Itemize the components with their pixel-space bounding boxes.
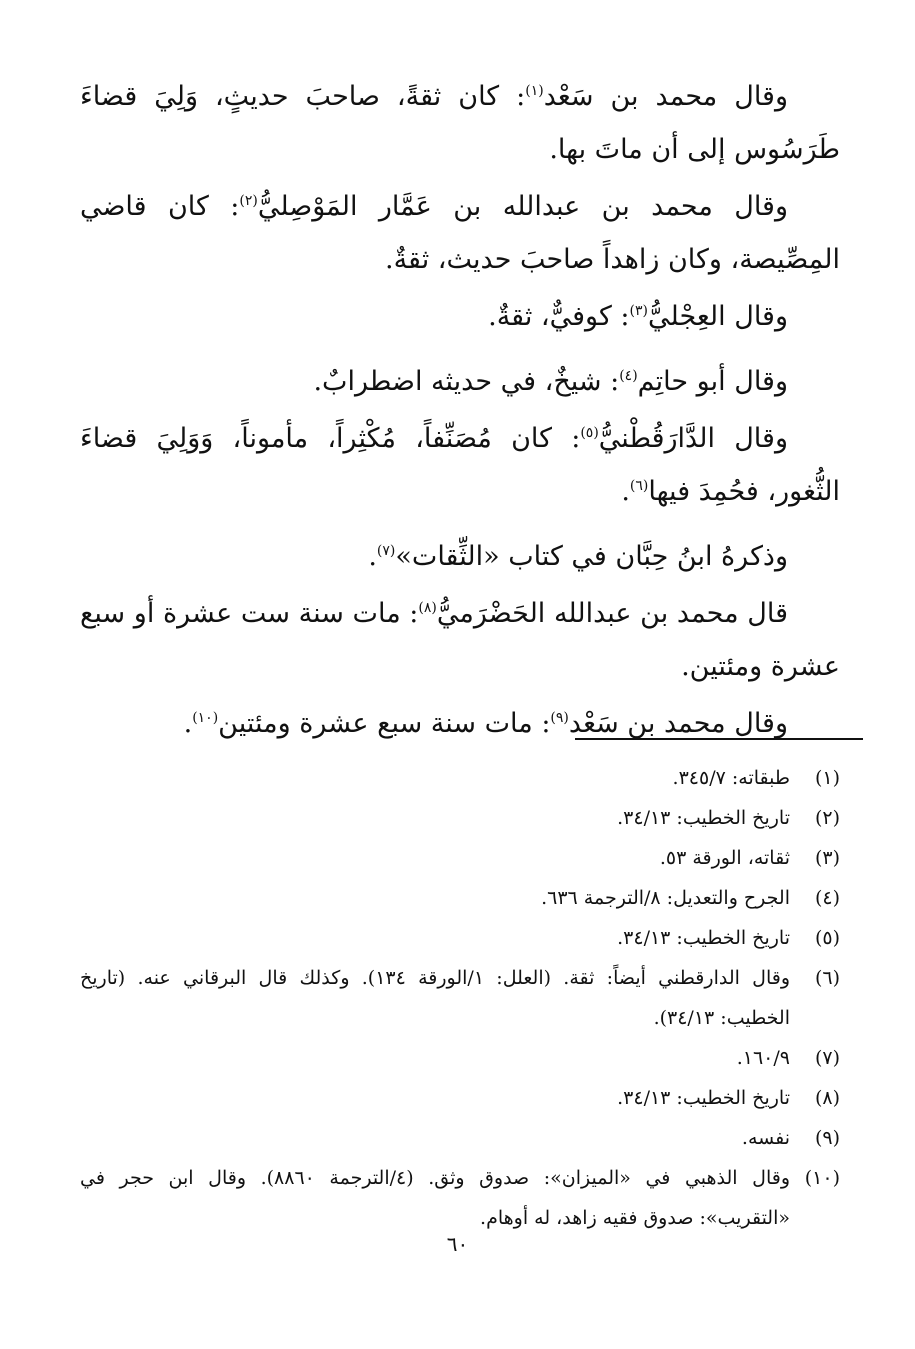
footnote-ref: (٣) (629, 303, 648, 319)
footnote-item (80, 1038, 840, 1078)
footnote-number: (٤) (814, 887, 840, 909)
footnote-item (80, 798, 840, 838)
footnote-ref: (٨) (418, 600, 437, 616)
paragraph-ibn-saad-death (80, 697, 840, 750)
footnote-number: (٧) (814, 1047, 840, 1069)
paragraph-ibn-saad (80, 70, 840, 176)
paragraph-text: : مات سنة ست عشرة أو سبع عشرة ومئتين. (80, 598, 840, 682)
footnote-text: وقال الدارقطني أيضاً: ثقة. (العلل: ١/الورقة ١٣٤). وكذلك قال البرقاني عنه. (تاريخ الخطيب: ٣٤/١٣). (80, 967, 790, 1029)
footnote-number: (٩) (814, 1127, 840, 1149)
main-text-block (80, 70, 840, 754)
footnote-ref: (٦) (629, 478, 649, 494)
paragraph-text: : كان قاضي المِصِّيصة، وكان زاهداً صاحبَ حديث، ثقةٌ. (80, 191, 840, 275)
paragraph-text: . (183, 708, 193, 739)
footnote-text: طبقاته: ٣٤٥/٧. (672, 767, 790, 789)
footnote-number: (٦) (814, 967, 840, 989)
paragraph-text: وقال أبو حاتِم (637, 366, 788, 397)
page-number: ٦٠ (446, 1232, 469, 1256)
paragraph-text: وقال محمد بن عبدالله بن عَمَّار المَوْصِليُّ (257, 191, 788, 222)
paragraph-mawsili (80, 180, 840, 286)
paragraph-text: : كوفيٌّ، ثقةٌ. (488, 301, 630, 332)
footnote-text: تاريخ الخطيب: ٣٤/١٣. (617, 807, 790, 829)
footnote-text: ١٦٠/٩. (736, 1047, 790, 1069)
footnote-item (80, 1118, 840, 1158)
footnote-item (80, 958, 840, 1038)
footnote-text: وقال الذهبي في «الميزان»: صدوق وثق. (٤/الترجمة ٨٨٦٠). وقال ابن حجر في «التقريب»: صدوق فقيه زاهد، له أوهام. (80, 1167, 790, 1229)
footnote-item (80, 1158, 840, 1238)
footnote-ref: (٥) (580, 425, 599, 441)
footnote-ref: (١) (525, 83, 544, 99)
body-text (80, 70, 840, 750)
footnote-text: تاريخ الخطيب: ٣٤/١٣. (617, 927, 790, 949)
paragraph-abu-hatim (80, 355, 840, 408)
footnote-text: تاريخ الخطيب: ٣٤/١٣. (617, 1087, 790, 1109)
footnote-number: (٣) (814, 847, 840, 869)
paragraph-hadrami (80, 587, 840, 693)
paragraph-ibn-hibban (80, 530, 840, 583)
footnote-item (80, 838, 840, 878)
footnote-item (80, 878, 840, 918)
footnote-separator (575, 738, 863, 740)
paragraph-text: وقال الدَّارَقُطْنيُّ (598, 423, 788, 454)
paragraph-text: . (621, 476, 630, 507)
footnote-ref: (٧) (376, 543, 396, 559)
footnote-item (80, 918, 840, 958)
paragraph-text: وقال محمد بن سَعْد (543, 81, 788, 112)
footnote-item (80, 1078, 840, 1118)
paragraph-text: : شيخٌ، في حديثه اضطرابٌ. (313, 366, 620, 397)
paragraph-daraqutni (80, 412, 840, 518)
footnote-text: الجرح والتعديل: ٨/الترجمة ٦٣٦. (541, 887, 790, 909)
paragraph-text: : كان ثقةً، صاحبَ حديثٍ، وَلِيَ قضاءَ طَرَسُوس إلى أن ماتَ بها. (80, 81, 840, 165)
paragraph-text: وذكرهُ ابنُ حِبَّان في كتاب «الثِّقات» (395, 541, 788, 572)
paragraph-text: وقال محمد بن سَعْد (568, 708, 788, 739)
paragraph-text: : كان مُصَنِّفاً، مُكْثِراً، مأموناً، وَوَلِيَ قضاءَ الثُّغور، فحُمِدَ فيها (80, 423, 840, 507)
paragraph-text: قال محمد بن عبدالله الحَضْرَميُّ (436, 598, 788, 629)
footnote-item (80, 758, 840, 798)
paragraph-text: . (368, 541, 377, 572)
footnote-number: (١) (814, 767, 840, 789)
footnote-text: نفسه. (741, 1127, 790, 1149)
footnote-ref: (٩) (550, 710, 569, 726)
footnote-number: (٢) (814, 807, 840, 829)
footnote-ref: (٢) (239, 193, 258, 209)
paragraph-ijli (80, 290, 840, 343)
footnote-ref: (٤) (619, 368, 638, 384)
paragraph-text: وقال العِجْليُّ (648, 301, 788, 332)
footnote-number: (٥) (814, 927, 840, 949)
footnote-number: (١٠) (804, 1167, 840, 1189)
footnote-ref: (١٠) (192, 710, 219, 726)
footnote-number: (٨) (814, 1087, 840, 1109)
footnote-text: ثقاته، الورقة ٥٣. (659, 847, 790, 869)
footnotes-list (80, 758, 840, 1238)
paragraph-text: : مات سنة سبع عشرة ومئتين (218, 708, 551, 739)
